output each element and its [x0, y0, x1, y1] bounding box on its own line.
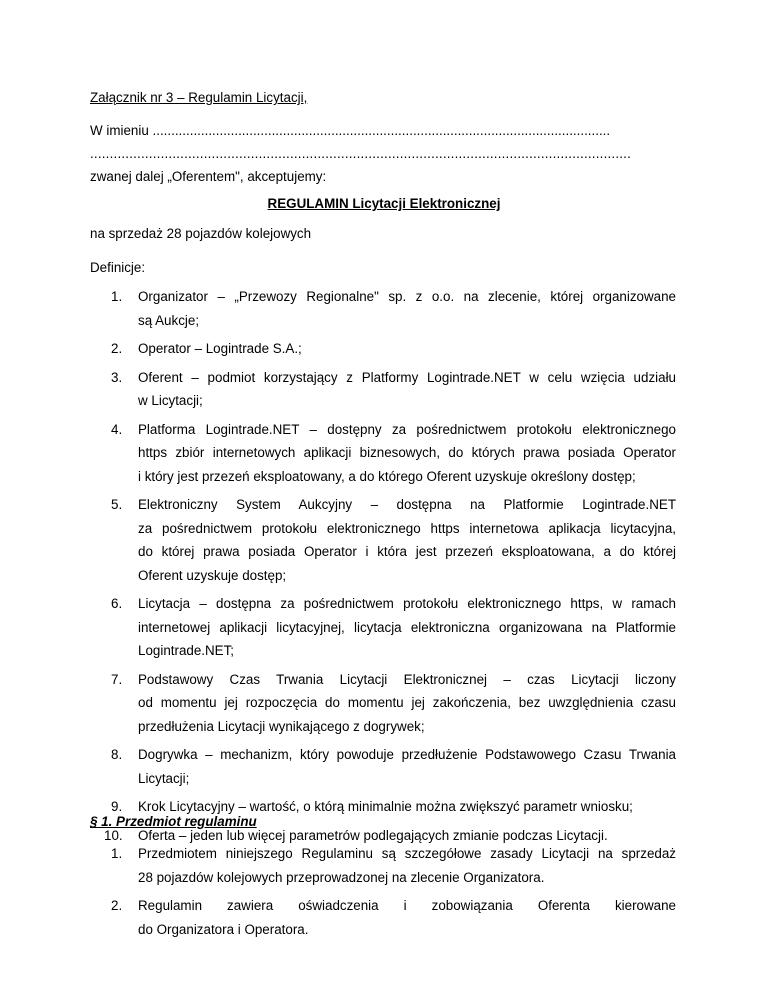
list-item-line: Organizator – „Przewozy Regionalne" sp. z o.o. na zlecenie, której organizowane	[138, 289, 676, 304]
list-item	[138, 341, 676, 365]
list-item-number: 4.	[111, 421, 123, 437]
list-item-line: 28 pojazdów kolejowych przeprowadzonej na zlecenie Organizatora.	[138, 869, 545, 885]
list-item-number: 9.	[111, 799, 123, 814]
list-item-number: 2.	[111, 341, 123, 356]
list-item-number: 1.	[111, 846, 123, 861]
list-item-number: 8.	[111, 747, 123, 762]
definitions-label: Definicje:	[90, 260, 146, 275]
list-item-line: Oferent uzyskuje dostęp;	[138, 567, 287, 583]
list-item	[138, 596, 676, 667]
list-item-line: i który jest przezeń eksploatowany, a do którego Oferent uzyskuje określony dostęp;	[138, 468, 636, 484]
list-item-line: Operator – Logintrade S.A.;	[138, 341, 302, 356]
list-item	[138, 422, 676, 493]
list-item	[138, 289, 676, 336]
list-item-line: https zbiór internetowych aplikacji biznesowych, do których prawa posiada Operator	[138, 445, 676, 460]
list-item-number: 1.	[111, 289, 123, 304]
list-item-line: w Licytacji;	[138, 393, 203, 408]
list-item	[138, 672, 676, 743]
annex-title: Załącznik nr 3 – Regulamin Licytacji,	[90, 90, 308, 105]
list-item-number: 5.	[111, 497, 123, 512]
list-item-line: Licytacja – dostępna za pośrednictwem protokołu elektronicznego https, w ramach	[138, 596, 676, 611]
list-item-line: od momentu jej rozpoczęcia do momentu jej zakończenia, bez uwzględnienia czasu	[138, 695, 676, 710]
list-item	[138, 898, 676, 945]
section-1-heading: § 1. Przedmiot regulaminu	[90, 814, 257, 829]
called-line: zwanej dalej „Oferentem", akceptujemy:	[90, 169, 327, 184]
list-item-line: Licytacji;	[138, 770, 190, 786]
list-item	[138, 846, 676, 893]
list-item-line: Regulamin zawiera oświadczenia i zobowiązania Oferenta kierowane	[138, 898, 676, 913]
document-title: REGULAMIN Licytacji Elektronicznej	[267, 196, 501, 211]
list-item-line: internetowej aplikacji licytacyjnej, licytacja elektroniczna organizowana na Platformie	[138, 619, 676, 635]
list-item	[138, 747, 676, 794]
list-item	[138, 497, 676, 591]
list-item-line: Oferent – podmiot korzystający z Platformy Logintrade.NET w celu wzięcia udziału	[138, 369, 676, 385]
name-dots-line: ..........................................................................................................................................	[90, 146, 632, 161]
list-item-line: są Aukcje;	[138, 312, 200, 328]
list-item-number: 6.	[111, 596, 123, 611]
list-item-number: 7.	[111, 671, 123, 687]
list-item-line: za pośrednictwem protokołu elektronicznego https internetowa aplikacja licytacyjna,	[138, 520, 676, 536]
list-item-number: 2.	[111, 898, 123, 913]
in-name-line	[90, 123, 610, 139]
list-item-line: Logintrade.NET;	[138, 643, 235, 658]
in-name-prefix: W imieniu	[90, 123, 149, 138]
list-item-number: 3.	[111, 369, 123, 385]
list-item-line: Oferta – jeden lub więcej parametrów podlegających zmianie podczas Licytacji.	[138, 827, 608, 843]
list-item-line: Elektroniczny System Aukcyjny – dostępna na Platformie Logintrade.NET	[138, 497, 676, 512]
list-item-number: 10.	[104, 827, 123, 843]
list-item-line: Podstawowy Czas Trwania Licytacji Elektronicznej – czas Licytacji liczony	[138, 671, 676, 687]
list-item-line: Dogrywka – mechanizm, który powoduje przedłużenie Podstawowego Czasu Trwania	[138, 747, 676, 762]
list-item-line: Krok Licytacyjny – wartość, o którą minimalnie można zwiększyć parametr wniosku;	[138, 799, 633, 814]
list-item-line: przedłużenia Licytacji wynikającego z dogrywek;	[138, 718, 425, 734]
in-name-dots: ...........................................................................................................................	[152, 123, 611, 138]
list-item-line: do Organizatora i Operatora.	[138, 921, 309, 937]
subject-line: na sprzedaż 28 pojazdów kolejowych	[90, 226, 312, 241]
list-item-line: Przedmiotem niniejszego Regulaminu są szczegółowe zasady Licytacji na sprzedaż	[138, 846, 676, 861]
list-item-line: Platforma Logintrade.NET – dostępny za pośrednictwem protokołu elektronicznego	[138, 421, 676, 437]
list-item-line: do której prawa posiada Operator i która jest przezeń eksploatowana, a do której	[138, 544, 676, 559]
list-item	[138, 370, 676, 417]
